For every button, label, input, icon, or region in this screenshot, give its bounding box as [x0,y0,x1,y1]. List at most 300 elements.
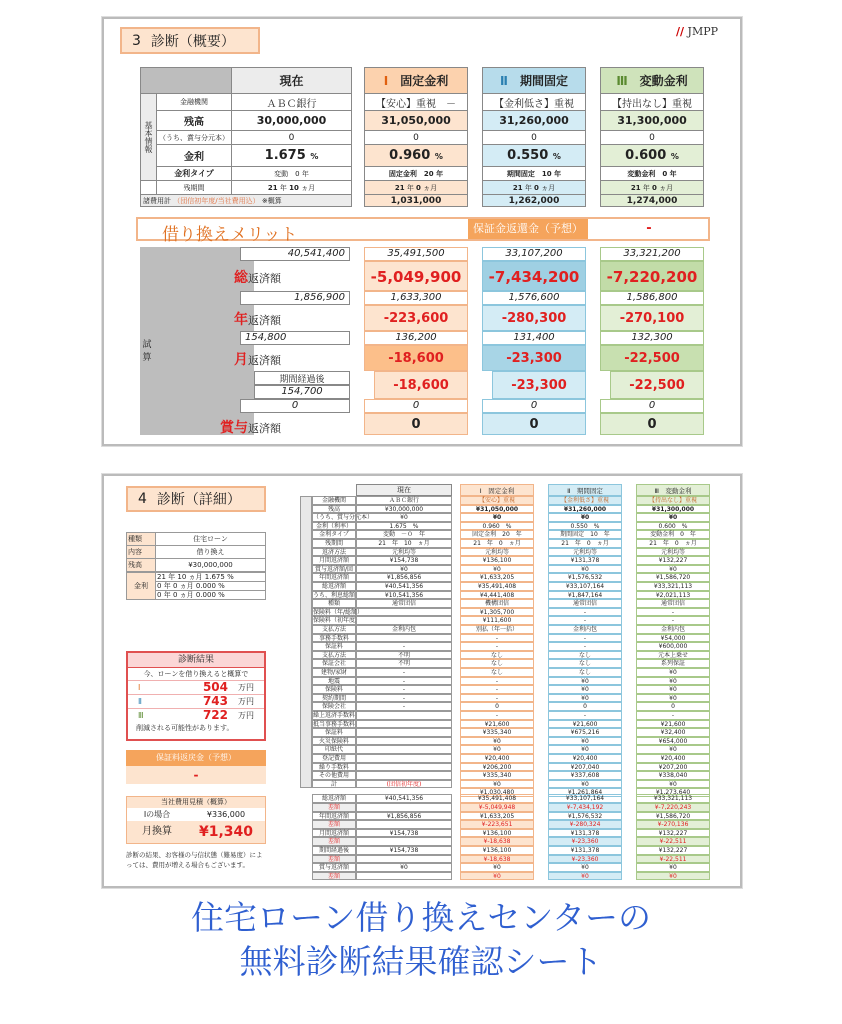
detail-plan-value: 0 [548,702,622,711]
detail-label: 金利タイプ [312,530,356,539]
detail-plan-value: ¥0 [548,685,622,694]
detail-value: 元利均等 [356,548,452,557]
detail-label: 繰り手数料 [312,763,356,772]
detail-label: 火災保険料 [312,737,356,746]
detail-plan-value: ¥1,586,720 [636,573,710,582]
v: % [218,591,225,599]
calc-label: 年間返済額 [312,812,356,821]
detail-value: ＡＢＣ銀行 [356,496,452,505]
detail-label: 計 [312,780,356,789]
sum-label: 月 [234,352,248,368]
detail-plan-value: ¥335,340 [460,728,534,737]
amount: 504 [202,680,228,694]
refund-value: - [646,221,652,236]
detail-plan-value: - [460,711,534,720]
detail-plan-value: ¥21,600 [460,720,534,729]
sum-suffix: 返済額 [248,354,281,367]
detail-plan-value: なし [548,668,622,677]
detail-plan-value: - [548,642,622,651]
detail-sheet [102,474,742,888]
amount: 743 [202,694,228,708]
detail-label: 保険料 [312,685,356,694]
p1-bonus: 0 [364,399,468,413]
p3-bonus: 0 [600,399,704,413]
cost-note: （団信初年度/当社費用込） [173,196,260,205]
detail-plan-value: 通常団信 [548,599,622,608]
row-value: 借り換え [156,546,266,559]
detail-value: 1.675 % [356,522,452,531]
detail-plan-value: 21 年 0 ヵ月 [548,539,622,548]
detail-label: 保険会社 [312,702,356,711]
detail-plan-value: - [636,711,710,720]
detail-plan-head: Ⅰ 固定金利 [460,484,534,496]
pct: % [434,152,443,161]
calc-label: 差額 [312,803,356,812]
calc-plan-value: ¥35,491,408 [460,794,534,803]
refund-value: - [126,766,266,784]
detail-plan-value: 0 [636,702,710,711]
p3-total: 33,321,200 [600,247,704,261]
plan2-month: 0 [534,183,539,192]
detail-value: ¥1,856,856 [356,573,452,582]
p2-year-diff: -280,300 [482,305,586,331]
result-row [128,680,264,694]
detail-plan-value: ¥20,400 [548,754,622,763]
p3-month: 132,300 [600,331,704,345]
plan3-name: 変動金利 [639,74,688,88]
vgroup-bar [300,496,312,788]
calc-label: 期間経過後 [312,846,356,855]
p3-year: 1,586,800 [600,291,704,305]
plan: Ⅱ [138,697,142,706]
detail-plan-value: ¥1,273,640 [636,788,710,797]
detail-label: 契約期間 [312,694,356,703]
calc-plan-value: ¥-7,220,243 [636,803,710,812]
detail-value [356,745,452,754]
detail-plan-value: ¥0 [460,780,534,789]
detail-value: - [356,668,452,677]
plan2-cost: 1,262,000 [483,195,586,207]
p2-total: 33,107,200 [482,247,586,261]
v: 0 [172,582,178,590]
unit: 万円 [238,683,254,692]
plan2-type: 【金利低さ】重視 [483,94,586,111]
row-label-rate: 金利 [157,145,232,167]
detail-plan-value: ¥0 [636,677,710,686]
detail-plan-value: - [548,608,622,617]
detail-plan-value: ¥1,305,700 [460,608,534,617]
plan3-kind: 変動金利 [627,169,656,178]
calc-value [356,872,452,881]
detail-plan-value: ¥1,030,480 [460,788,534,797]
current-kind: 変動 [274,169,289,178]
detail-plan-value: ¥20,400 [636,754,710,763]
detail-plan-value: ¥0 [460,737,534,746]
plan1-year: 21 [394,183,405,192]
detail-plan-value: - [548,711,622,720]
detail-value [356,711,452,720]
row-label-balance: 残高 [157,111,232,131]
detail-plan-subhead: 【安心】重視 [460,496,534,505]
detail-plan-value: なし [548,651,622,660]
section-title-text: 診断（概要） [150,33,235,50]
section-title [120,27,260,54]
detail-plan-value: - [548,634,622,643]
detail-plan-head: Ⅲ 変動金利 [636,484,710,496]
detail-value: 不明 [356,651,452,660]
fee-case: Ⅰの場合 [143,810,171,819]
calc-value: ¥154,738 [356,829,452,838]
plan3-bonus: 0 [601,131,704,145]
amount: 722 [202,708,228,722]
current-kind-val: 0 [295,169,300,178]
detail-value: 21 年 10 ヵ月 [356,539,452,548]
roman: Ⅲ [616,74,628,88]
calc-plan-value: ¥-18,638 [460,855,534,864]
unit: ヵ月 [659,183,674,192]
p1-total-diff: -5,049,900 [364,261,468,291]
detail-plan-value: - [548,616,622,625]
plan2-year: 21 [512,183,523,192]
calc-plan-value: ¥131,378 [548,829,622,838]
p1-month: 136,200 [364,331,468,345]
detail-plan-value: ¥21,600 [548,720,622,729]
v: ヵ月 [188,573,203,581]
refund-label: 保証料返戻金（予想） [126,750,266,766]
detail-plan-value: ¥0 [636,694,710,703]
row-label: 内容 [127,546,156,559]
detail-label: 年間返済額 [312,573,356,582]
calc-value [356,803,452,812]
plan1-rate: 0.960 [389,148,431,163]
detail-label: 登記費用 [312,754,356,763]
p1-year: 1,633,300 [364,291,468,305]
merit-title: 借り換えメリット [162,225,298,245]
row-label: 種類 [127,533,156,546]
calc-plan-value: ¥33,107,164 [548,794,622,803]
plan3-month: 0 [652,183,657,192]
detail-plan-value: ¥0 [460,513,534,522]
row-value: 住宅ローン [156,533,266,546]
p1-bonus-diff: 0 [364,413,468,435]
detail-plan-value: ¥207,200 [636,763,710,772]
detail-label: （うち、賞与分元本） [313,514,374,522]
detail-plan-value: - [460,694,534,703]
detail-label: 種類 [312,599,356,608]
detail-plan-value: - [636,616,710,625]
period-label: 期間経過後 [254,371,350,385]
detail-plan-value: ¥131,378 [548,556,622,565]
detail-value: (団信初年度) [356,780,452,789]
summary-sheet [102,17,742,446]
row-label-type: 金利タイプ [157,167,232,181]
current-rate: 1.675 [264,148,306,163]
calc-plan-value: ¥136,100 [460,846,534,855]
detail-value: 金利内包 [356,625,452,634]
detail-label: 総返済額 [312,582,356,591]
detail-plan-value: 元利均等 [460,548,534,557]
detail-plan-value: - [460,677,534,686]
bottom-title-line2: 無料診断結果確認シート [239,942,603,981]
calc-label: 総返済額 [312,794,356,803]
detail-plan-value: ¥4,441,408 [460,591,534,600]
v: % [218,582,225,590]
detail-label: 抵当事務手数料 [313,720,356,728]
roman: Ⅱ [500,74,508,88]
detail-value: - [356,677,452,686]
cur-total: 40,541,400 [240,247,350,261]
p3-period-diff: -22,500 [610,371,704,399]
plan2-kind: 期間固定 [506,169,535,178]
pct: % [552,152,561,161]
plan1-bonus: 0 [365,131,468,145]
detail-plan-value: ¥0 [548,565,622,574]
plan3-upper [600,67,704,207]
result-box [126,651,266,741]
merit-current [140,247,352,435]
unit: 年 [642,183,650,192]
unit: 年 [524,183,532,192]
calc-plan-value: ¥-5,049,948 [460,803,534,812]
detail-label: 金利（利率） [312,522,356,531]
detail-value [356,720,452,729]
calc-plan-value: ¥0 [460,872,534,881]
v: 0 [172,591,178,599]
fee-box [126,796,266,844]
detail-plan-value: ¥20,400 [460,754,534,763]
detail-plan-value: 0.600 % [636,522,710,531]
detail-head: 現在 [356,484,452,496]
detail-plan-value: 通常団信 [636,599,710,608]
detail-plan-value: ¥0 [460,565,534,574]
calc-label: 試算 [142,340,152,363]
plan1-cost: 1,031,000 [365,195,468,207]
plan1-upper [364,67,468,207]
detail-label: 返済方法 [312,548,356,557]
roman: Ⅰ [383,74,389,88]
sum-label: 総 [234,270,248,286]
detail-plan-value: ¥31,260,000 [548,505,622,514]
row-value: ¥30,000,000 [156,559,266,572]
v: 0.000 [195,582,216,590]
detail-value: ¥154,738 [356,556,452,565]
calc-plan-value: ¥0 [460,863,534,872]
result-note: 削減される可能性があります。 [136,724,234,732]
detail-plan-value: 21 年 0 ヵ月 [636,539,710,548]
detail-label: 保証会社 [312,659,356,668]
unit: 年 [406,183,414,192]
unit: 年 [301,169,309,178]
sum-suffix: 返済額 [248,422,281,435]
detail-plan-value: ¥33,321,113 [636,582,710,591]
detail-label: 保証料 [312,728,356,737]
cur-bonus: 0 [240,399,350,413]
detail-label: 支払方法 [312,625,356,634]
v: 0 [157,591,162,599]
detail-label: 事務手数料 [312,634,356,643]
cur-period: 154,700 [254,385,350,399]
detail-label: 繰上返済手数料 [313,712,356,719]
detail-plan-value: なし [548,659,622,668]
section-number: 3 [132,32,141,49]
detail-value: ¥30,000,000 [356,505,452,514]
plan3-cost: 1,274,000 [601,195,704,207]
merit-plan1 [364,247,468,435]
unit: 年 [554,169,562,178]
row-label: 残高 [127,559,156,572]
detail-value [356,754,452,763]
pct: % [670,152,679,161]
detail-value: 不明 [356,659,452,668]
plan2-upper [482,67,586,207]
plan2-bonus: 0 [483,131,586,145]
plan3-type: 【持出なし】重視 [601,94,704,111]
detail-plan-value: なし [460,659,534,668]
detail-plan-value: ¥338,040 [636,771,710,780]
plan: Ⅲ [138,711,144,720]
detail-label: 月間返済額 [312,556,356,565]
detail-label: 印紙代 [312,745,356,754]
p2-bonus: 0 [482,399,586,413]
sum-label: 年 [234,312,248,328]
detail-plan-value: - [460,685,534,694]
sum-suffix: 返済額 [248,314,281,327]
detail-value [356,634,452,643]
monthly-value: ¥1,340 [198,824,254,840]
fee-title: 当社費用見積（概算） [127,797,265,808]
detail-plan-value: ¥2,021,113 [636,591,710,600]
detail-value: 変動 －０ 年 [356,530,452,539]
current-bonus: 0 [232,131,352,145]
calc-plan-value: ¥1,633,205 [460,812,534,821]
detail-plan-value: 期間固定 10 年 [548,530,622,539]
detail-plan-value: 別払（年一括） [460,625,534,634]
merit-plan2 [482,247,586,435]
v: 21 [157,573,166,581]
v: 年 [163,582,171,590]
rate-label: 金利 [127,573,156,600]
detail-label: 保険料（初年度） [313,617,362,625]
detail-value [356,771,452,780]
v: ヵ月 [179,591,194,599]
calc-plan-value: ¥0 [548,872,622,881]
calc-plan-value: ¥1,576,532 [548,812,622,821]
detail-plan-value: ¥0 [460,745,534,754]
calc-label: 差額 [312,872,356,881]
detail-plan-value: 元利均等 [636,548,710,557]
detail-plan-value: ¥675,216 [548,728,622,737]
loan-info-table [126,532,266,572]
calc-plan-value: ¥-270,136 [636,820,710,829]
calc-value [356,820,452,829]
v: 年 [168,573,176,581]
current-year: 21 [267,183,278,192]
detail-plan-subhead: 【持出なし】重視 [636,496,710,505]
calc-plan-value: ¥0 [636,872,710,881]
calc-plan-value: ¥-223,651 [460,820,534,829]
detail-plan-value: ¥0 [548,694,622,703]
cur-year: 1,856,900 [240,291,350,305]
detail-plan-value: ¥0 [548,745,622,754]
detail-plan-value: ¥0 [636,513,710,522]
calc-plan-value: ¥1,586,720 [636,812,710,821]
detail-value: 通常団信 [356,599,452,608]
row-label-bank: 金融機関 [157,94,232,111]
section-number: 4 [138,491,147,507]
calc-plan-value: ¥-280,324 [548,820,622,829]
detail-plan-value: - [636,608,710,617]
cost-note2: ※概算 [261,196,282,205]
unit: ヵ月 [301,183,316,192]
col-current-header: 現在 [232,68,352,94]
detail-plan-value: ¥1,633,205 [460,573,534,582]
unit: 年 [279,183,287,192]
detail-plan-value: ¥54,000 [636,634,710,643]
detail-plan-value: ¥31,300,000 [636,505,710,514]
p1-year-diff: -223,600 [364,305,468,331]
plan2-balance: 31,260,000 [483,111,586,131]
detail-value [356,616,452,625]
detail-plan-value: ¥0 [548,513,622,522]
row-label-cost: 諸費用計 [143,196,171,205]
detail-plan-value: 固定金利 20 年 [460,530,534,539]
v: 1.675 [204,573,225,581]
detail-plan-subhead: 【金利低さ】重視 [548,496,622,505]
calc-value: ¥154,738 [356,846,452,855]
p3-bonus-diff: 0 [600,413,704,435]
unit: ヵ月 [423,183,438,192]
calc-plan-value: ¥0 [548,863,622,872]
calc-plan-value: ¥136,100 [460,829,534,838]
detail-value: ¥40,541,356 [356,582,452,591]
basic-info-label: 基本情報 [141,94,157,181]
detail-plan-value: ¥0 [548,780,622,789]
section-title [126,486,266,512]
calc-plan-value: ¥-7,434,192 [548,803,622,812]
detail-plan-value: ¥132,227 [636,556,710,565]
sum-label: 賞与 [220,420,248,436]
detail-value: - [356,642,452,651]
detail-plan-value: ¥21,600 [636,720,710,729]
detail-value: ¥0 [356,513,452,522]
unit: 年 [436,169,444,178]
detail-label: 建物/家財 [312,668,356,677]
calc-value: ¥1,856,856 [356,812,452,821]
detail-value: ¥10,541,356 [356,591,452,600]
detail-plan-value: 変動金利 0 年 [636,530,710,539]
plan1-month: 0 [416,183,421,192]
detail-label: 賞与返済額/回 [312,565,356,574]
detail-label: 保険料（年/総額） [313,608,364,616]
logo-text: JMPP [687,25,719,38]
calc-label: 差額 [312,820,356,829]
detail-label: 残高 [312,505,356,514]
p2-total-diff: -7,434,200 [482,261,586,291]
detail-plan-value: ¥0 [636,745,710,754]
detail-plan-value: ¥0 [636,780,710,789]
plan3-rate: 0.600 [625,148,667,163]
v: 年 [163,591,171,599]
detail-value: - [356,685,452,694]
detail-value: ¥0 [356,565,452,574]
p2-bonus-diff: 0 [482,413,586,435]
detail-label: 地震 [312,677,356,686]
detail-value [356,608,452,617]
calc-plan-value: ¥0 [636,863,710,872]
current-bank: ＡＢＣ銀行 [232,94,352,111]
detail-plan-value: ¥206,200 [460,763,534,772]
calc-value: ¥0 [356,863,452,872]
